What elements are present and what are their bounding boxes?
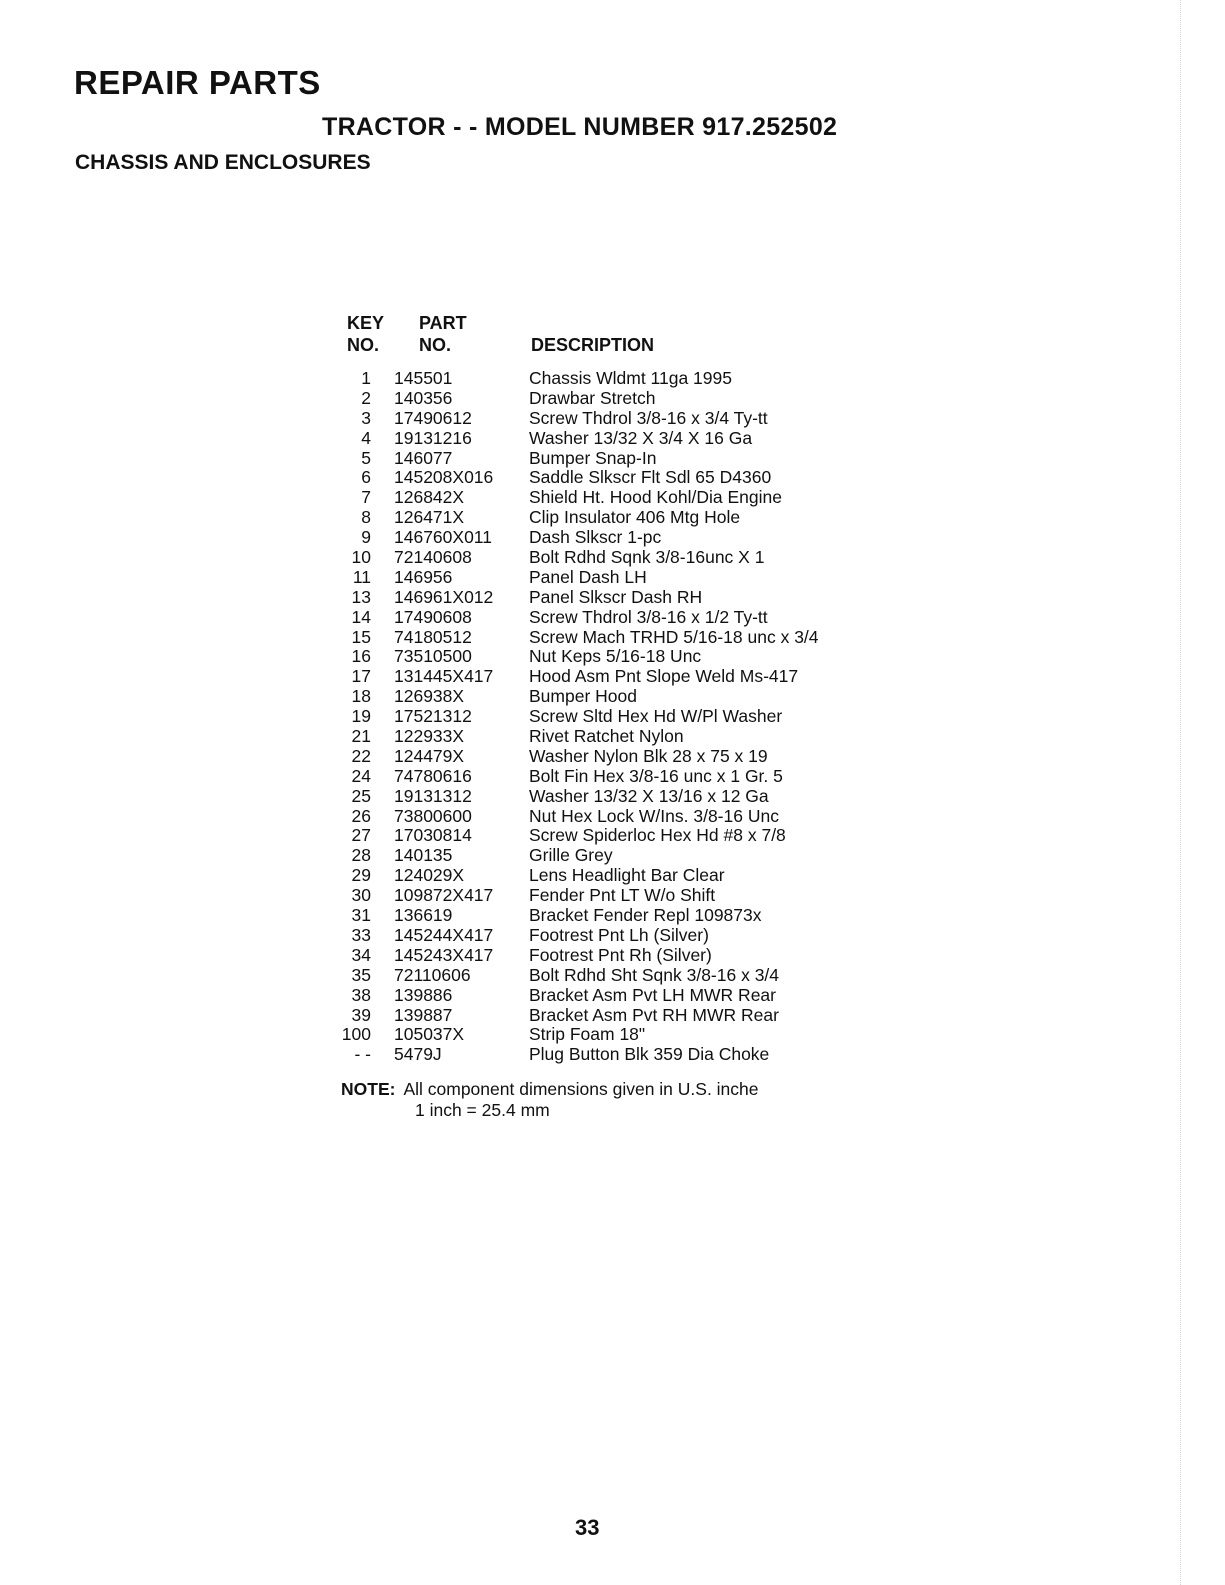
key-no-cell: 14 xyxy=(351,606,371,627)
part-no-cell: 126842X xyxy=(394,487,465,508)
description-cell: Strip Foam 18" xyxy=(529,1024,646,1045)
note xyxy=(341,1079,759,1099)
table-row xyxy=(335,707,895,727)
part-header-line1: PART xyxy=(419,313,467,333)
description-cell: Screw Thdrol 3/8-16 x 1/2 Ty-tt xyxy=(529,606,768,627)
key-no-cell: 27 xyxy=(351,825,371,846)
description-cell: Dash Slkscr 1-pc xyxy=(529,527,662,548)
table-row xyxy=(335,946,895,966)
table-row xyxy=(335,926,895,946)
description-cell: Bracket Fender Repl 109873x xyxy=(529,905,762,926)
key-no-cell: 33 xyxy=(351,924,371,945)
table-row xyxy=(335,1025,895,1045)
part-no-cell: 19131216 xyxy=(394,427,472,448)
part-no-cell: 146760X011 xyxy=(394,527,492,548)
description-cell: Panel Dash LH xyxy=(529,566,647,587)
key-no-cell: 15 xyxy=(351,626,371,647)
table-row xyxy=(335,767,895,787)
page-edge-divider xyxy=(1180,0,1181,1585)
table-row xyxy=(335,508,895,528)
page-title: REPAIR PARTS xyxy=(74,64,321,101)
table-row xyxy=(335,468,895,488)
key-no-cell: 100 xyxy=(341,1024,371,1045)
table-row xyxy=(335,986,895,1006)
part-no-cell: 19131312 xyxy=(394,785,472,806)
key-no-cell: 34 xyxy=(351,944,371,965)
key-no-cell: 19 xyxy=(351,706,371,727)
table-row xyxy=(335,1045,895,1065)
key-no-cell: 24 xyxy=(351,765,371,786)
key-no-cell: 31 xyxy=(351,905,371,926)
key-no-cell: 1 xyxy=(361,368,371,388)
part-no-cell: 126938X xyxy=(394,686,465,707)
table-row xyxy=(335,628,895,648)
description-cell: Bolt Rdhd Sqnk 3/8-16unc X 1 xyxy=(529,547,765,568)
key-no-cell: 3 xyxy=(361,407,371,428)
description-cell: Washer Nylon Blk 28 x 75 x 19 xyxy=(529,745,768,766)
part-no-cell: 139886 xyxy=(394,984,453,1005)
table-row xyxy=(335,747,895,767)
key-no-cell: - - xyxy=(354,1044,371,1065)
key-no-cell: 29 xyxy=(351,865,371,886)
table-row xyxy=(335,866,895,886)
table-row xyxy=(335,429,895,449)
key-no-cell: 26 xyxy=(351,805,371,826)
part-no-cell: 72110606 xyxy=(394,964,471,985)
table-row xyxy=(335,667,895,687)
key-no-cell: 39 xyxy=(351,1004,371,1025)
key-no-cell: 38 xyxy=(351,984,371,1005)
table-row xyxy=(335,687,895,707)
note-text-line1: All component dimensions given in U.S. inche xyxy=(403,1079,759,1099)
part-no-cell: 17030814 xyxy=(394,825,472,846)
part-no-cell: 145244X417 xyxy=(394,924,494,945)
table-row xyxy=(335,449,895,469)
description-cell: Washer 13/32 X 13/16 x 12 Ga xyxy=(529,785,769,806)
description-cell: Screw Mach TRHD 5/16-18 unc x 3/4 xyxy=(529,626,819,647)
key-no-cell: 8 xyxy=(361,507,371,528)
model-number-heading: TRACTOR - - MODEL NUMBER 917.252502 xyxy=(322,113,838,141)
description-cell: Saddle Slkscr Flt Sdl 65 D4360 xyxy=(529,467,772,488)
part-no-cell: 136619 xyxy=(394,905,453,926)
table-row xyxy=(335,588,895,608)
description-cell: Hood Asm Pnt Slope Weld Ms-417 xyxy=(529,666,799,687)
key-no-cell: 4 xyxy=(361,427,371,448)
table-row xyxy=(335,488,895,508)
key-no-cell: 2 xyxy=(361,387,371,408)
table-row xyxy=(335,906,895,926)
description-cell: Bolt Fin Hex 3/8-16 unc x 1 Gr. 5 xyxy=(529,765,783,786)
table-row xyxy=(335,369,895,389)
table-row xyxy=(335,608,895,628)
description-cell: Bumper Snap-In xyxy=(529,447,657,468)
description-cell: Bracket Asm Pvt LH MWR Rear xyxy=(529,984,776,1005)
part-no-column-header xyxy=(419,312,467,356)
note-label: NOTE: xyxy=(341,1079,396,1099)
part-no-cell: 146956 xyxy=(394,566,453,587)
part-no-cell: 73510500 xyxy=(394,646,472,667)
key-no-cell: 11 xyxy=(352,566,371,587)
key-no-cell: 16 xyxy=(351,646,371,667)
part-no-cell: 74780616 xyxy=(394,765,472,786)
part-no-cell: 5479J xyxy=(394,1044,442,1065)
part-no-cell: 140356 xyxy=(394,387,453,408)
table-row xyxy=(335,807,895,827)
key-no-cell: 22 xyxy=(351,745,371,766)
description-cell: Chassis Wldmt 11ga 1995 xyxy=(529,368,732,388)
part-no-cell: 17521312 xyxy=(394,706,472,727)
part-no-cell: 145208X016 xyxy=(394,467,494,488)
description-cell: Panel Slkscr Dash RH xyxy=(529,586,703,607)
table-row xyxy=(335,1006,895,1026)
part-no-cell: 126471X xyxy=(394,507,465,528)
table-row xyxy=(335,966,895,986)
description-cell: Bolt Rdhd Sht Sqnk 3/8-16 x 3/4 xyxy=(529,964,780,985)
description-cell: Screw Thdrol 3/8-16 x 3/4 Ty-tt xyxy=(529,407,768,428)
part-no-cell: 145501 xyxy=(394,368,453,388)
part-no-cell: 105037X xyxy=(394,1024,465,1045)
description-cell: Plug Button Blk 359 Dia Choke xyxy=(529,1044,770,1065)
part-no-cell: 73800600 xyxy=(394,805,472,826)
description-cell: Fender Pnt LT W/o Shift xyxy=(529,885,716,906)
description-cell: Screw Sltd Hex Hd W/Pl Washer xyxy=(529,706,783,727)
key-no-cell: 13 xyxy=(351,586,371,607)
part-no-cell: 109872X417 xyxy=(394,885,494,906)
part-no-cell: 131445X417 xyxy=(394,666,494,687)
key-no-column-header xyxy=(347,312,384,356)
key-no-cell: 18 xyxy=(351,686,371,707)
table-row xyxy=(335,548,895,568)
parts-list xyxy=(335,369,895,1065)
key-no-cell: 9 xyxy=(361,527,371,548)
part-no-cell: 122933X xyxy=(394,726,465,747)
key-no-cell: 30 xyxy=(351,885,371,906)
description-cell: Rivet Ratchet Nylon xyxy=(529,726,684,747)
part-no-cell: 145243X417 xyxy=(394,944,494,965)
description-cell: Shield Ht. Hood Kohl/Dia Engine xyxy=(529,487,782,508)
description-cell: Drawbar Stretch xyxy=(529,387,656,408)
part-header-line2: NO. xyxy=(419,335,452,355)
key-header-line1: KEY xyxy=(347,313,385,333)
description-cell: Nut Keps 5/16-18 Unc xyxy=(529,646,702,667)
part-no-cell: 72140608 xyxy=(394,547,472,568)
key-header-line2: NO. xyxy=(347,335,380,355)
table-row xyxy=(335,389,895,409)
table-row xyxy=(335,846,895,866)
part-no-cell: 140135 xyxy=(394,845,453,866)
table-row xyxy=(335,647,895,667)
part-no-cell: 124479X xyxy=(394,745,465,766)
description-cell: Grille Grey xyxy=(529,845,613,866)
table-row xyxy=(335,886,895,906)
key-no-cell: 28 xyxy=(351,845,371,866)
table-row xyxy=(335,727,895,747)
description-cell: Washer 13/32 X 3/4 X 16 Ga xyxy=(529,427,753,448)
section-heading: CHASSIS AND ENCLOSURES xyxy=(75,151,371,174)
description-cell: Nut Hex Lock W/Ins. 3/8-16 Unc xyxy=(529,805,779,826)
key-no-cell: 6 xyxy=(361,467,371,488)
key-no-cell: 5 xyxy=(361,447,371,468)
part-no-cell: 17490608 xyxy=(394,606,472,627)
page-number: 33 xyxy=(575,1515,600,1540)
key-no-cell: 25 xyxy=(351,785,371,806)
description-cell: Lens Headlight Bar Clear xyxy=(529,865,725,886)
description-cell: Footrest Pnt Rh (Silver) xyxy=(529,944,712,965)
part-no-cell: 17490612 xyxy=(394,407,472,428)
table-row xyxy=(335,409,895,429)
key-no-cell: 7 xyxy=(361,487,371,508)
key-no-cell: 21 xyxy=(351,726,371,747)
key-no-cell: 35 xyxy=(351,964,371,985)
description-cell: Footrest Pnt Lh (Silver) xyxy=(529,924,709,945)
description-cell: Bracket Asm Pvt RH MWR Rear xyxy=(529,1004,779,1025)
table-row xyxy=(335,787,895,807)
description-cell: Bumper Hood xyxy=(529,686,637,707)
key-no-cell: 17 xyxy=(351,666,371,687)
description-column-header: DESCRIPTION xyxy=(531,335,655,355)
table-row xyxy=(335,568,895,588)
table-row xyxy=(335,528,895,548)
key-no-cell: 10 xyxy=(351,547,371,568)
part-no-cell: 146077 xyxy=(394,447,453,468)
part-no-cell: 124029X xyxy=(394,865,465,886)
note-text-line2: 1 inch = 25.4 mm xyxy=(415,1100,550,1120)
part-no-cell: 74180512 xyxy=(394,626,472,647)
description-cell: Screw Spiderloc Hex Hd #8 x 7/8 xyxy=(529,825,786,846)
table-row xyxy=(335,826,895,846)
part-no-cell: 146961X012 xyxy=(394,586,494,607)
part-no-cell: 139887 xyxy=(394,1004,453,1025)
description-cell: Clip Insulator 406 Mtg Hole xyxy=(529,507,741,528)
